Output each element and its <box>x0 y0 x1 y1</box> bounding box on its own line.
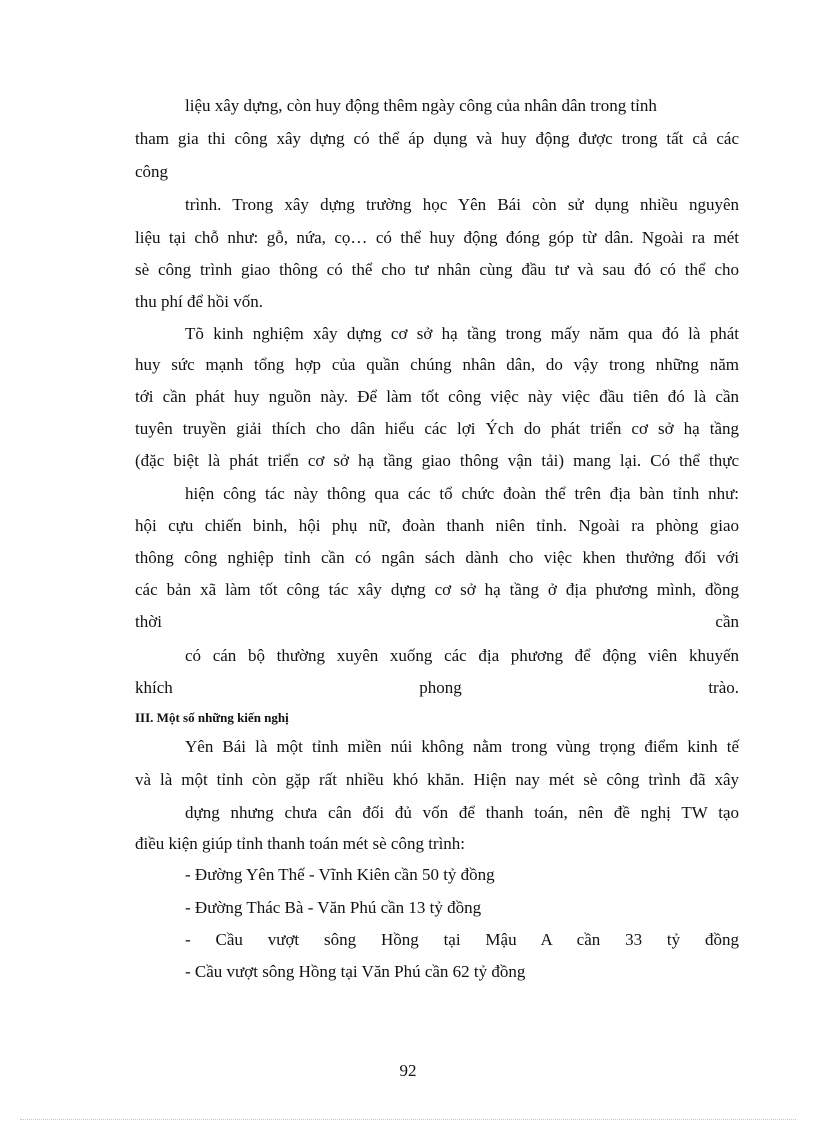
section-heading: III. Một số những kiến nghị <box>135 710 289 725</box>
text-line: các bản xã làm tốt công tác xây dựng cơ sở hạ tầng ở địa phương mình, đồng <box>135 580 739 599</box>
text-line: hiện công tác này thông qua các tổ chức đoàn thể trên địa bàn tỉnh như: <box>185 484 739 503</box>
text-line: Tõ kinh nghiệm xây dựng cơ sở hạ tầng trong mấy năm qua đó là phát <box>185 324 739 343</box>
text-line: sè công trình giao thông có thể cho tư nhân cùng đầu tư và sau đó có thể cho <box>135 260 739 279</box>
text-line: thời cần <box>135 612 739 631</box>
text-line: thu phí để hồi vốn. <box>135 292 263 311</box>
list-item: - Đường Thác Bà - Văn Phú cần 13 tỷ đồng <box>185 898 482 917</box>
text-line: tham gia thi công xây dựng có thể áp dụng và huy động được trong tất cả các <box>135 129 739 148</box>
page-footer-divider <box>20 1119 796 1120</box>
text-line: và là một tỉnh còn gặp rất nhiều khó khăn. Hiện nay mét sè công trình đã xây <box>135 770 739 789</box>
text-line: dựng nhưng chưa cân đối đủ vốn để thanh toán, nên đề nghị TW tạo <box>185 803 739 822</box>
page-number: 92 <box>399 1061 417 1080</box>
text-line: có cán bộ thường xuyên xuống các địa phương để động viên khuyến <box>185 646 739 665</box>
text-line: công <box>135 162 169 181</box>
text-line: khích phong trào. <box>135 678 739 697</box>
text-line: trình. Trong xây dựng trường học Yên Bái còn sử dụng nhiều nguyên <box>185 195 739 214</box>
text-line: tuyên truyền giải thích cho dân hiểu các lợi Ých do phát triển cơ sở hạ tầng <box>135 419 739 438</box>
list-item: - Cầu vượt sông Hồng tại Mậu A cần 33 tỷ đồng <box>185 930 739 949</box>
list-item: - Cầu vượt sông Hồng tại Văn Phú cần 62 tỷ đồng <box>185 962 526 981</box>
text-line: liệu xây dựng, còn huy động thêm ngày công của nhân dân trong tỉnh <box>185 96 657 115</box>
text-line: liệu tại chỗ như: gỗ, nứa, cọ… có thể huy động đóng góp từ dân. Ngoài ra mét <box>135 228 739 247</box>
text-line: (đặc biệt là phát triển cơ sở hạ tầng giao thông vận tải) mang lại. Có thể thực <box>135 451 739 470</box>
text-line: điều kiện giúp tỉnh thanh toán mét sè công trình: <box>135 834 466 853</box>
text-line: huy sức mạnh tổng hợp của quần chúng nhân dân, do vậy trong những năm <box>135 355 739 374</box>
text-line: tới cần phát huy nguồn này. Để làm tốt công việc này việc đầu tiên đó là cần <box>135 387 739 406</box>
text-line: thông công nghiệp tỉnh cần có ngân sách dành cho việc khen thưởng đối với <box>135 548 739 567</box>
text-line: hội cựu chiến binh, hội phụ nữ, đoàn thanh niên tỉnh. Ngoài ra phòng giao <box>135 516 739 535</box>
list-item: - Đường Yên Thế - Vĩnh Kiên cần 50 tỷ đồng <box>185 865 495 884</box>
text-line: Yên Bái là một tỉnh miền núi không nằm trong vùng trọng điểm kinh tế <box>185 737 739 756</box>
